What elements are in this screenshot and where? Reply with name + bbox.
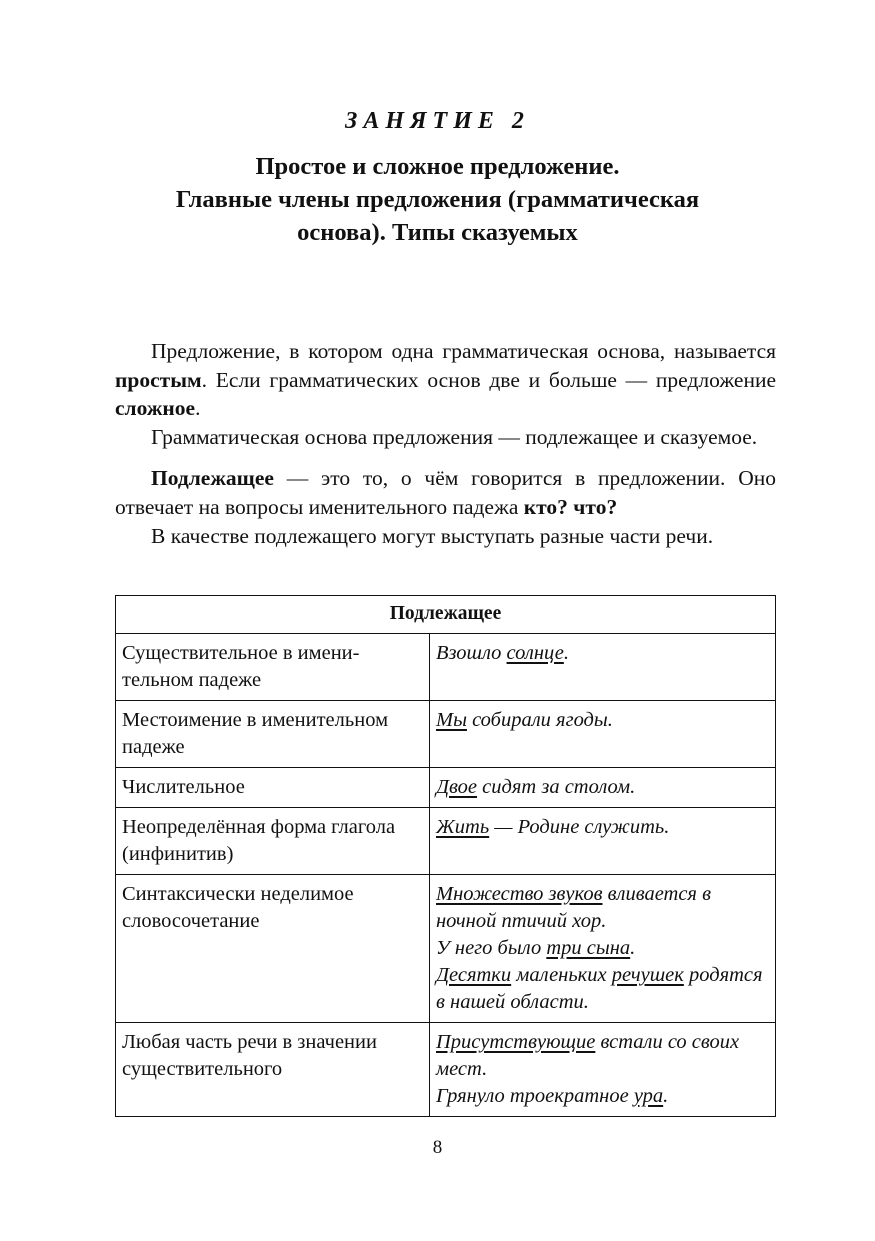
part-of-speech-cell: Существительное в имени-тельном падеже [116,634,430,701]
part-of-speech-cell: Синтаксически неделимое словосочетание [116,875,430,1023]
lesson-number: ЗАНЯТИЕ 2 [345,108,530,134]
example-text: вливается в ночной птичий хор. [436,883,711,932]
part-of-speech-cell: Любая часть речи в значении существительного [116,1023,430,1117]
subject-word: Десятки [436,964,512,986]
paragraph-subject-definition [115,464,776,521]
title-line: Главные члены предложения (грамматическая [175,186,700,213]
text-run: — это то, о чём говорится в предложении. Оно отвечает на вопросы именительного падежа [115,466,776,519]
text-run: . [195,396,201,421]
paragraph-simple-complex [115,337,776,423]
example-text: Взошло [436,642,507,664]
subject-word: солнце [506,642,564,664]
example-text: собирали ягоды. [466,709,613,731]
example-cell [430,701,776,768]
subject-word: речушек [611,964,684,986]
example-text: маленьких [511,964,612,986]
part-of-speech-cell: Неопределённая форма глагола (инфинитив) [116,808,430,875]
table-header: Подлежащее [116,596,776,634]
example-text: У него было [436,937,547,959]
part-of-speech-cell: Числительное [116,768,430,808]
example-cell [430,634,776,701]
subject-word: ура [633,1085,664,1107]
example-cell [430,875,776,1023]
example-text: Грянуло троекратное [436,1085,634,1107]
term-subject: Подлежащее [151,466,274,491]
table-header-row [116,596,776,634]
example-cell [430,768,776,808]
title-line: основа). Типы сказуемых [297,219,578,246]
subject-word: Жить [436,816,490,838]
title-line: Простое и сложное предложение. [255,153,620,180]
subject-questions: кто? что? [523,494,618,519]
body-text [115,337,776,550]
paragraph-parts-of-speech: В качестве подлежащего могут выступать разные части речи. [151,523,714,548]
table-row [116,1023,776,1117]
part-of-speech-cell: Местоимение в именительном падеже [116,701,430,768]
text-run: Предложение, в котором одна грамматическая основа, называется [151,339,776,363]
example-text: родятся в нашей области. [436,964,763,1013]
example-text: — Родине служить. [489,816,670,838]
text-run: . Если грамматических основ две и больше — предложение [201,367,776,392]
example-text: . [563,642,569,664]
example-text: встали со своих мест. [436,1031,740,1080]
table-row [116,808,776,875]
table-row [116,701,776,768]
subject-word: Присутствующие [436,1031,596,1053]
table-row [116,768,776,808]
table-row [116,875,776,1023]
subject-word: три сына [546,937,631,959]
term-complex: сложное [115,396,196,421]
example-text: сидят за столом. [477,776,636,798]
subject-word: Мы [436,709,467,731]
subject-word: Двое [436,776,478,798]
example-text: . [663,1085,669,1107]
table-row [116,634,776,701]
page-title [100,150,775,249]
example-cell [430,1023,776,1117]
subject-word: Множество звуков [436,883,603,905]
example-text: . [630,937,636,959]
paragraph-grammatical-basis: Грамматическая основа предложения — подлежащее и сказуемое. [151,424,758,449]
term-simple: простым [115,367,202,392]
page-number: 8 [432,1137,443,1158]
subject-table [115,595,776,1117]
example-cell [430,808,776,875]
